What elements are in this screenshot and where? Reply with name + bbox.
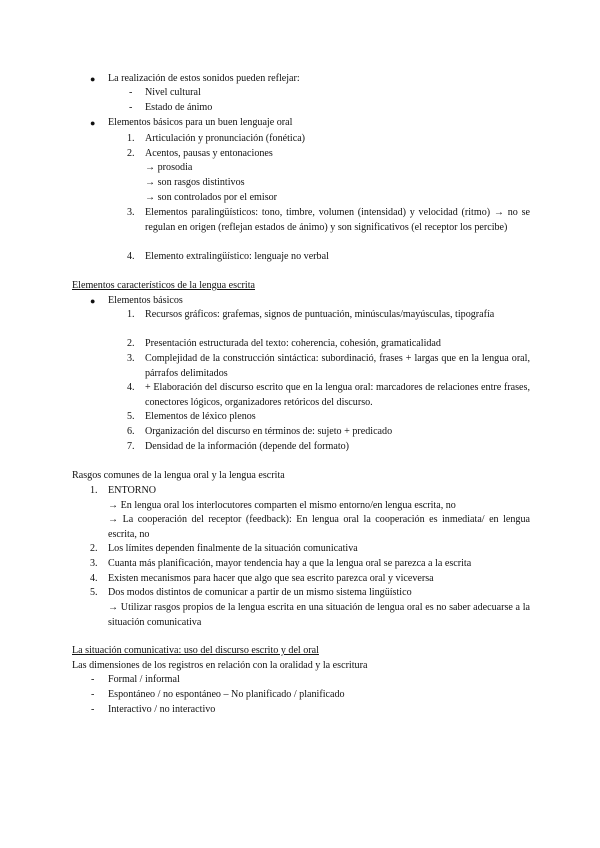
list-item: Elemento extralingüístico: lenguaje no verbal (145, 251, 329, 262)
list-item: Acentos, pausas y entonaciones (145, 148, 273, 159)
list-item: → Utilizar rasgos propios de la lengua escrita en una situación de lengua oral es no saber adecuarse a la situación comunicativa (108, 602, 530, 628)
section-heading: Elementos característicos de la lengua escrita (72, 280, 256, 291)
number-marker: 1. (90, 485, 98, 496)
list-item: Nivel cultural (145, 87, 201, 98)
number-marker: 3. (127, 207, 135, 218)
number-marker: 5. (127, 411, 135, 422)
number-marker: 4. (127, 382, 135, 393)
dash-marker: - (91, 704, 95, 715)
list-item: Presentación estructurada del texto: coherencia, cohesión, gramaticalidad (145, 338, 441, 349)
list-item: + Elaboración del discurso escrito que en la lengua oral: marcadores de relaciones entre frases, conectores lógicos, organizadores retóricos del discurso. (145, 382, 530, 408)
number-marker: 3. (90, 558, 98, 569)
section-heading: Rasgos comunes de la lengua oral y la lengua escrita (72, 470, 285, 481)
list-item: Recursos gráficos: grafemas, signos de puntuación, minúsculas/mayúsculas, tipografía (145, 309, 495, 320)
number-marker: 1. (127, 309, 135, 320)
dash-marker: - (91, 689, 95, 700)
list-item: Elementos de léxico plenos (145, 411, 256, 422)
list-item: → prosodia (145, 162, 193, 173)
number-marker: 4. (127, 251, 135, 262)
section-intro: Las dimensiones de los registros en relación con la oralidad y la escritura (72, 660, 368, 671)
list-item: Organización del discurso en términos de: sujeto + predicado (145, 426, 393, 437)
number-marker: 3. (127, 353, 135, 364)
number-marker: 1. (127, 133, 135, 144)
list-item: → son controlados por el emisor (145, 192, 278, 203)
list-item: Articulación y pronunciación (fonética) (145, 133, 306, 144)
section-heading: La situación comunicativa: uso del discurso escrito y del oral (72, 645, 319, 656)
list-item: Interactivo / no interactivo (108, 704, 216, 715)
list-item: Estado de ánimo (145, 102, 213, 113)
list-item: Los límites dependen finalmente de la situación comunicativa (108, 543, 358, 554)
number-marker: 2. (127, 148, 135, 159)
number-marker: 2. (90, 543, 98, 554)
number-marker: 2. (127, 338, 135, 349)
list-item: Cuanta más planificación, mayor tendencia hay a que la lengua oral se parezca a la escrita (108, 558, 472, 569)
number-marker: 6. (127, 426, 135, 437)
number-marker: 7. (127, 441, 135, 452)
list-item: Espontáneo / no espontáneo – No planificado / planificado (108, 689, 345, 700)
bullet-marker: ● (90, 296, 96, 306)
list-item: Elementos básicos para un buen lenguaje oral (108, 117, 293, 128)
dash-marker: - (91, 674, 95, 685)
bullet-marker: ● (90, 118, 96, 128)
list-item: ENTORNO (108, 485, 157, 496)
list-item: → En lengua oral los interlocutores comparten el mismo entorno/en lengua escrita, no (108, 500, 456, 511)
list-item: Formal / informal (108, 674, 180, 685)
list-item: Elementos paralingüísticos: tono, timbre, volumen (intensidad) y velocidad (ritmo) → no se regulan en origen (reflejan estados de ánimo) y son significativos (el receptor los percibe) (145, 207, 530, 233)
list-item: La realización de estos sonidos pueden reflejar: (108, 73, 300, 84)
list-item: Complejidad de la construcción sintáctica: subordinació, frases + largas que en la lengua oral, párrafos delimitados (145, 353, 530, 379)
list-item: Elementos básicos (108, 295, 183, 306)
list-item: Existen mecanismos para hacer que algo que sea escrito parezca oral y viceversa (108, 573, 434, 584)
number-marker: 4. (90, 573, 98, 584)
list-item: Dos modos distintos de comunicar a partir de un mismo sistema lingüístico (108, 587, 412, 598)
dash-marker: - (129, 87, 133, 98)
number-marker: 5. (90, 587, 98, 598)
list-item: Densidad de la información (depende del formato) (145, 441, 350, 452)
list-item: → son rasgos distintivos (145, 177, 245, 188)
bullet-marker: ● (90, 74, 96, 84)
list-item: → La cooperación del receptor (feedback): En lengua oral la cooperación es inmediata/ en lengua escrita, no (108, 514, 530, 540)
dash-marker: - (129, 102, 133, 113)
